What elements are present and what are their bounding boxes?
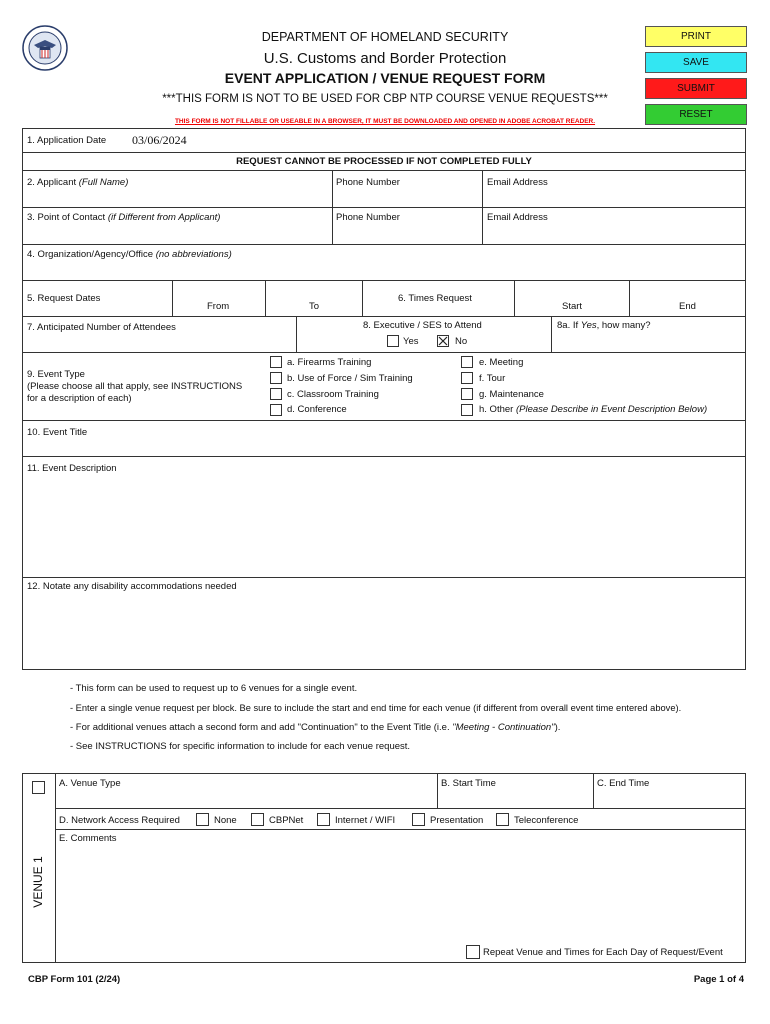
- request-dates-label: 5. Request Dates: [27, 293, 101, 304]
- attendees-label: 7. Anticipated Number of Attendees: [27, 322, 176, 333]
- poc-phone-field[interactable]: [333, 226, 481, 242]
- note-instructions: - See INSTRUCTIONS for specific information to include for each venue request.: [70, 741, 411, 752]
- form-title: EVENT APPLICATION / VENUE REQUEST FORM: [224, 70, 546, 86]
- attendees-field[interactable]: [23, 334, 295, 350]
- event-title-label: 10. Event Title: [27, 427, 88, 438]
- event-type-hint-2: for a description of each): [27, 393, 132, 404]
- applicant-email-label: Email Address: [487, 177, 548, 188]
- completion-notice: REQUEST CANNOT BE PROCESSED IF NOT COMPLETED FULLY: [236, 156, 532, 167]
- executive-yes-label: Yes: [403, 336, 419, 347]
- application-date-field[interactable]: 03/06/2024: [132, 133, 187, 147]
- network-access-label: D. Network Access Required: [59, 815, 180, 826]
- end-time-field[interactable]: [630, 281, 745, 299]
- conference-checkbox[interactable]: [270, 404, 282, 416]
- applicant-phone-field[interactable]: [333, 190, 481, 206]
- x-mark-icon: [438, 336, 448, 346]
- tour-checkbox[interactable]: [461, 372, 473, 384]
- network-none-checkbox[interactable]: [196, 813, 209, 826]
- organization-field[interactable]: [23, 262, 745, 278]
- network-internet-label: Internet / WIFI: [335, 815, 396, 826]
- presentation-checkbox[interactable]: [412, 813, 425, 826]
- network-none-label: None: [214, 815, 237, 826]
- venue-type-label: A. Venue Type: [59, 778, 121, 789]
- applicant-phone-label: Phone Number: [336, 177, 400, 188]
- repeat-venue-checkbox[interactable]: [466, 945, 480, 959]
- form-subtitle: ***THIS FORM IS NOT TO BE USED FOR CBP NTP COURSE VENUE REQUESTS***: [162, 93, 608, 105]
- submit-button[interactable]: SUBMIT: [645, 78, 747, 99]
- event-description-field[interactable]: [23, 476, 745, 576]
- repeat-venue-label: Repeat Venue and Times for Each Day of Request/Event: [483, 947, 723, 958]
- classroom-training-checkbox[interactable]: [270, 388, 282, 400]
- dept-name: DEPARTMENT OF HOMELAND SECURITY: [261, 30, 509, 44]
- teleconference-checkbox[interactable]: [496, 813, 509, 826]
- from-label: From: [207, 301, 230, 312]
- note-venue-limit: - This form can be used to request up to 6 venues for a single event.: [70, 683, 358, 694]
- use-of-force-label: b. Use of Force / Sim Training: [287, 373, 413, 384]
- meeting-label: e. Meeting: [479, 357, 524, 368]
- to-date-field[interactable]: [266, 281, 361, 299]
- venue-1-side-label: VENUE 1: [31, 856, 45, 908]
- firearms-training-label: a. Firearms Training: [287, 357, 372, 368]
- poc-field[interactable]: [23, 226, 331, 242]
- venue-comments-field[interactable]: [56, 846, 745, 940]
- event-description-label: 11. Event Description: [27, 463, 117, 474]
- classroom-training-label: c. Classroom Training: [287, 389, 379, 400]
- event-type-label: 9. Event Type: [27, 369, 85, 380]
- venue-start-time-label: B. Start Time: [441, 778, 496, 789]
- venue-1-select-checkbox[interactable]: [32, 781, 45, 794]
- note-continuation: - For additional venues attach a second form and add "Continuation" to the Event Title (i.e. "Meeting - Continuation").: [70, 722, 561, 733]
- event-title-field[interactable]: [23, 440, 745, 455]
- agency-name: U.S. Customs and Border Protection: [263, 50, 507, 67]
- use-of-force-checkbox[interactable]: [270, 372, 282, 384]
- conference-label: d. Conference: [287, 404, 347, 415]
- teleconference-label: Teleconference: [514, 815, 579, 826]
- start-time-field[interactable]: [515, 281, 628, 299]
- venue-start-time-field[interactable]: [438, 790, 592, 807]
- executive-label: 8. Executive / SES to Attend: [363, 320, 482, 331]
- network-cbpnet-label: CBPNet: [269, 815, 304, 826]
- other-checkbox[interactable]: [461, 404, 473, 416]
- reset-button[interactable]: RESET: [645, 104, 747, 125]
- venue-comments-label: E. Comments: [59, 833, 117, 844]
- how-many-field[interactable]: [552, 334, 745, 350]
- firearms-training-checkbox[interactable]: [270, 356, 282, 368]
- poc-phone-label: Phone Number: [336, 212, 400, 223]
- other-label: h. Other (Please Describe in Event Description Below): [479, 404, 708, 415]
- poc-email-field[interactable]: [483, 226, 745, 242]
- dhs-seal: [22, 25, 68, 71]
- disability-field[interactable]: [23, 594, 745, 669]
- maintenance-checkbox[interactable]: [461, 388, 473, 400]
- network-cbpnet-checkbox[interactable]: [251, 813, 264, 826]
- to-label: To: [309, 301, 320, 312]
- from-date-field[interactable]: [173, 281, 264, 299]
- applicant-email-field[interactable]: [483, 190, 745, 206]
- start-label: Start: [562, 301, 583, 312]
- venue-end-time-label: C. End Time: [597, 778, 650, 789]
- presentation-label: Presentation: [430, 815, 484, 826]
- poc-email-label: Email Address: [487, 212, 548, 223]
- applicant-label: 2. Applicant (Full Name): [27, 177, 129, 188]
- meeting-checkbox[interactable]: [461, 356, 473, 368]
- organization-label: 4. Organization/Agency/Office (no abbreviations): [27, 249, 232, 260]
- network-internet-checkbox[interactable]: [317, 813, 330, 826]
- how-many-label: 8a. If Yes, how many?: [557, 320, 651, 331]
- maintenance-label: g. Maintenance: [479, 389, 544, 400]
- disability-label: 12. Notate any disability accommodations needed: [27, 581, 237, 592]
- poc-label: 3. Point of Contact (if Different from Applicant): [27, 212, 221, 223]
- page-number: Page 1 of 4: [693, 974, 744, 985]
- applicant-field[interactable]: [23, 190, 331, 206]
- venue-type-field[interactable]: [56, 790, 436, 807]
- executive-no-checkbox[interactable]: [437, 335, 449, 347]
- application-date-label: 1. Application Date: [27, 135, 107, 146]
- tour-label: f. Tour: [479, 373, 506, 384]
- executive-no-label: No: [455, 336, 468, 347]
- save-button[interactable]: SAVE: [645, 52, 747, 73]
- event-type-hint: (Please choose all that apply, see INSTRUCTIONS: [27, 381, 243, 392]
- form-number: CBP Form 101 (2/24): [28, 974, 121, 985]
- browser-warning: THIS FORM IS NOT FILLABLE OR USEABLE IN A BROWSER, IT MUST BE DOWNLOADED AND OPENED IN ADOBE ACROBAT READER.: [174, 118, 596, 125]
- note-single-venue: - Enter a single venue request per block. Be sure to include the start and end time for each venue (if different from overall event time entered above).: [70, 703, 682, 713]
- end-label: End: [679, 301, 696, 312]
- print-button[interactable]: PRINT: [645, 26, 747, 47]
- venue-end-time-field[interactable]: [594, 790, 745, 807]
- executive-yes-checkbox[interactable]: [387, 335, 399, 347]
- times-request-label: 6. Times Request: [398, 293, 472, 304]
